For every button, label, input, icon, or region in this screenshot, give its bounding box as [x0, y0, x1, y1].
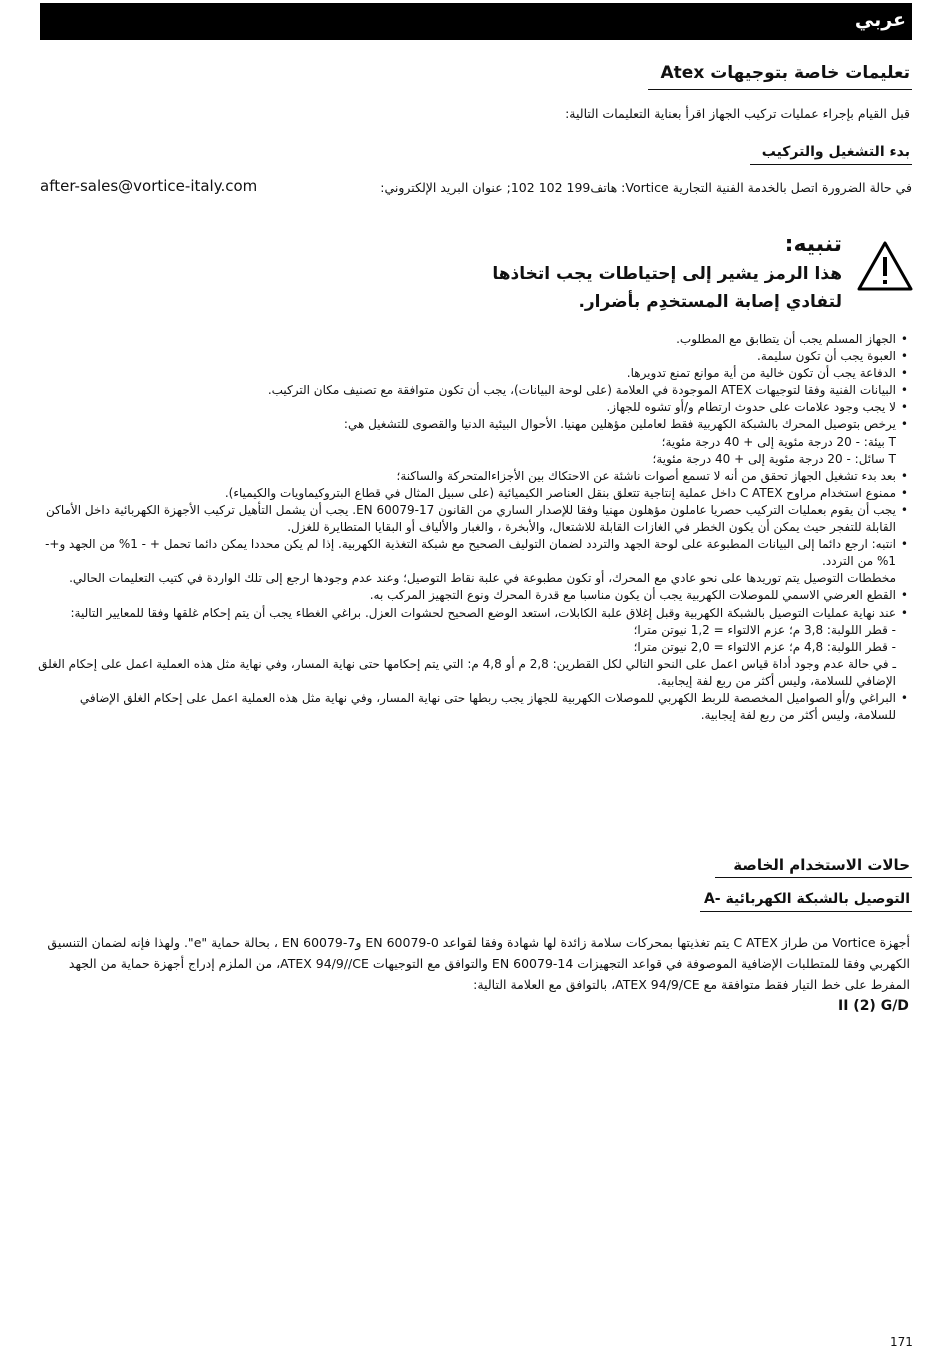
list-item: مخططات التوصيل يتم توريدها على نحو عادي مع المحرك، أو تكون مطبوعة في علبة نقاط التوصيل؛ وعند عدم وجودها ارجع إلى تلك الواردة في كتيب التعليمات الحالي.	[69, 571, 896, 586]
warning-line-2: لتفادي إصابة المستخدِم بأضرار.	[578, 292, 842, 312]
list-item: • العبوة يجب أن تكون سليمة.	[757, 349, 908, 364]
list-item: • الدفاعة يجب أن تكون خالية من أية موانع تمنع تدويرها.	[626, 366, 908, 381]
section-start-heading: بدء التشغيل والتركيب	[761, 144, 910, 160]
special-use-underline	[715, 877, 912, 878]
language-label: عربي	[854, 9, 906, 31]
list-item: - قطر اللولبة: 4,8 م؛ عزم الالتواء = 2,0 نيوتن مترا؛	[633, 639, 896, 654]
special-use-paragraph: أجهزة Vortice من طراز C ATEX يتم تغذيتها بمحركات سلامة زائدة لها شهادة وفقا لقواعد EN 60079-0 وEN 60079-7 ، بحالة حماية "e". ولهذا فإنه لضمان التنسيق الكهربي وفقا للمتطلبات الإضافية الموصوفة في قواعد التجهيزات EN 60079-14 والتوافق مع التوجيهات ATEX 94/9//CE، من الملزم إدراج أجهزة حماية من الجهد المفرط على خط التيار فقط متوافقة مع ATEX 94/9/CE، بالتوافق مع العلامة التالية:	[47, 935, 910, 992]
atex-marking: II (2) G/D	[838, 998, 909, 1014]
list-item: • يجب أن يقوم بعمليات التركيب حصريا عاملون مؤهلون مهنيا وفقا للإصدار الساري من القانون EN 60079-17. يجب أن يشمل التأهيل تركيب الأجهزة الكهربائية داخل الأماكن القابلة للتفجر حيث يمكن أن يكون الخطر في الغازات القابلة للاشتعال، والأبخرة ، والغبار والألياف أو البقايا المتطايرة للغزل.	[45, 502, 908, 535]
list-item: T سائل: - 20 درجة مئوية إلى + 40 درجة مئوية؛	[652, 451, 896, 466]
list-item: • لا يجب وجود علامات على حدوث ارتطام و/أو تشوه للجهاز.	[606, 400, 908, 415]
warning-line-1: هذا الرمز يشير إلى إحتياطات يجب اتخاذها	[492, 264, 842, 284]
contact-line	[40, 178, 912, 200]
list-item: ـ في حالة عدم وجود أداة قياس اعمل على النحو التالي لكل القطرين: 2,8 م أو 4,8 م: التي يتم إحكامها حتى نهاية المسار، وفي نهاية مثل هذه العملية اعمل على إحكام الغلق الإضافي للسلامة، وليس أكثر من ربع لفة إيجابية.	[38, 656, 896, 688]
list-item: • عند نهاية عمليات التوصيل بالشبكة الكهربية وقبل إغلاق علبة الكابلات، استعد الوضع الصحيح لحشوات العزل. براغي الغطاء يجب أن يتم إحكام غلقها وفقا للمعايير التالية:	[70, 605, 908, 620]
list-item: - قطر اللولبة: 3,8 م؛ عزم الالتواء = 1,2 نيوتن مترا؛	[633, 622, 896, 637]
list-item: T بيئة: - 20 درجة مئوية إلى + 40 درجة مئوية؛	[661, 434, 896, 449]
requirements-list	[38, 331, 910, 724]
special-use-subheading-underline	[700, 911, 912, 912]
warning-triangle-icon	[856, 240, 914, 292]
list-item: • يرخص بتوصيل المحرك بالشبكة الكهربية فقط لعاملين مؤهلين مهنيا. الأحوال البيئية الدنيا والقصوى للتشغيل هي:	[343, 417, 908, 432]
special-use-heading: حالات الاستخدام الخاصة	[733, 856, 910, 874]
contact-text: في حالة الضرورة اتصل بالخدمة الفنية التجارية Vortice: هاتف199 102 102; عنوان البريد الإلكتروني:	[380, 180, 912, 195]
warning-title: تنبيه:	[784, 232, 842, 257]
page-title: Atex تعليمات خاصة بتوجيهات	[660, 63, 910, 83]
list-item: • البيانات الفنية وفقا لتوجيهات ATEX الموجودة في العلامة (على لوحة البيانات)، يجب أن تكون متوافقة مع تصنيف مكان التركيب.	[267, 383, 908, 398]
list-item: • البراغي و/أو الصواميل المخصصة للربط الكهربي للموصلات الكهربية للجهاز يجب ربطها حتى نهاية المسار، وفي نهاية مثل هذه العملية اعمل على إحكام الغلق الإضافي للسلامة، وليس أكثر من ربع لفة إيجابية.	[79, 690, 908, 723]
special-use-subheading: A- التوصيل بالشبكة الكهربائية	[703, 891, 910, 907]
list-item: • بعد بدء تشغيل الجهاز تحقق من أنه لا تسمع أصوات ناشئة عن الاحتكاك بين الأجزاءالمتحركة والساكنة؛	[396, 468, 908, 483]
language-header-bar	[40, 3, 912, 40]
list-item: • الجهاز المسلم يجب أن يتطابق مع المطلوب.	[676, 332, 908, 346]
page-number: 171	[890, 1335, 913, 1349]
section-start-underline	[750, 164, 912, 165]
title-underline	[648, 89, 912, 90]
list-item: • القطع العرضي الاسمي للموصلات الكهربية يجب أن يكون مناسبا مع قدرة المحرك ونوع التجهيز المركب به.	[369, 588, 908, 603]
support-email-link[interactable]: after-sales@vortice-italy.com	[40, 177, 258, 195]
list-item: • ممنوع استخدام مراوح C ATEX داخل عملية إنتاجية تتعلق بنقل العناصر الكيميائية (على سبيل المثال في قطاع البتروكيماويات والكيمياء).	[224, 485, 908, 500]
intro-text: قبل القيام بإجراء عمليات تركيب الجهاز اقرأ بعناية التعليمات التالية:	[565, 106, 910, 121]
list-item: • انتبه: ارجع دائما إلى البيانات المطبوعة على لوحة الجهد والتردد لضمان التوليف الصحيح مع شبكة التغذية الكهربية. إذا لم يكن محددا يمكن دائما تحمل + - 1% من الجهد و+- 1% من التردد.	[45, 537, 908, 569]
